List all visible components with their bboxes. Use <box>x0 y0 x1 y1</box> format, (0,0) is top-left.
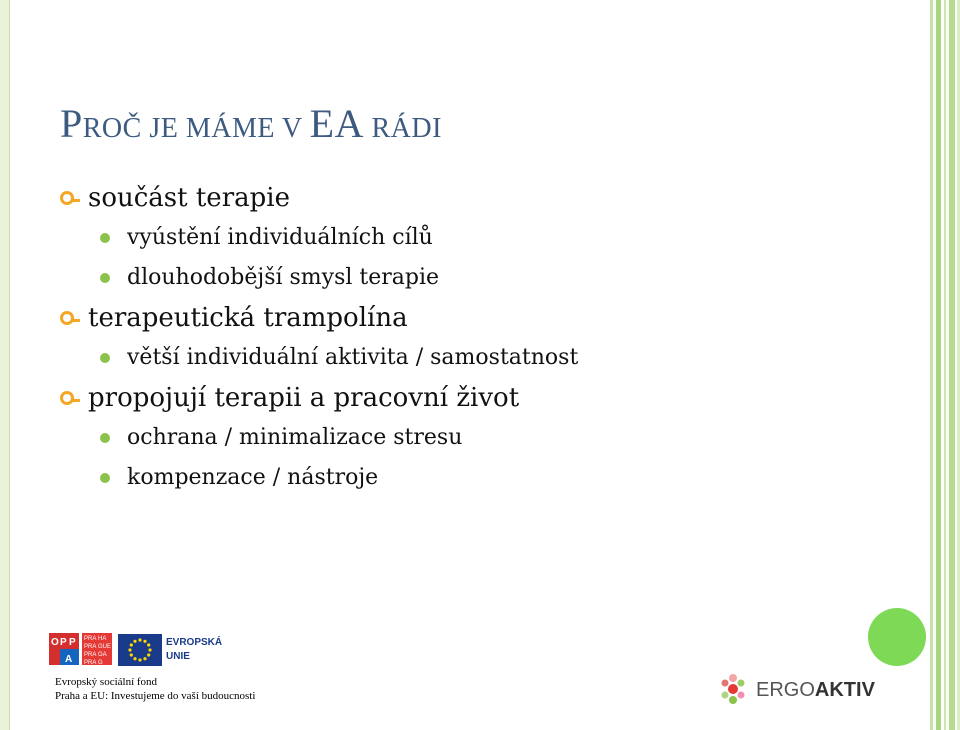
orange-ring-bullet-icon <box>60 391 74 405</box>
green-dot-bullet-icon <box>100 473 110 483</box>
opp-word-4a: PRA <box>84 660 97 666</box>
ergoaktiv-logo-icon <box>716 672 750 706</box>
orange-ring-bullet-icon <box>60 311 74 325</box>
bullet-item: terapeutická trampolína <box>60 298 578 338</box>
orange-ring-bullet-icon <box>60 191 74 205</box>
opp-word-2a: PRA <box>84 644 97 650</box>
eu-flag-icon <box>118 634 162 666</box>
opp-word-3a: PRA <box>84 652 97 658</box>
opp-word-1a: PRA <box>84 636 97 642</box>
opp-letter-o: O <box>51 637 59 648</box>
opp-word-4b: G <box>98 660 103 666</box>
footer-line-1: Evropský sociální fond <box>55 676 158 688</box>
opp-praha-logo <box>49 633 113 667</box>
opp-word-2b: GUE <box>98 644 112 650</box>
opp-word-1b: HA <box>98 636 107 642</box>
sub-bullet-item: vyústění individuálních cílů <box>60 218 578 258</box>
eu-label: EVROPSKÁ UNIE <box>166 637 223 662</box>
opp-letter-a: A <box>65 654 73 665</box>
green-dot-bullet-icon <box>100 273 110 283</box>
right-decorative-stripes <box>930 0 960 730</box>
green-dot-bullet-icon <box>100 233 110 243</box>
slide-title: PROČ JE MÁME V EA RÁDI <box>60 101 442 146</box>
opp-word-3b: GA <box>98 652 107 658</box>
green-dot-bullet-icon <box>100 433 110 443</box>
sub-bullet-item: ochrana / minimalizace stresu <box>60 418 578 458</box>
bullet-item: součást terapie <box>60 178 578 218</box>
bullet-list <box>60 178 578 498</box>
footer-caption <box>55 675 255 703</box>
ergoaktiv-wordmark: ERGOAKTIV <box>756 679 875 701</box>
opp-letter-p2: P <box>69 637 76 648</box>
decorative-green-circle <box>868 608 926 666</box>
sub-bullet-item: dlouhodobější smysl terapie <box>60 258 578 298</box>
sub-bullet-item: kompenzace / nástroje <box>60 458 578 498</box>
left-border <box>0 0 10 730</box>
sub-bullet-item: větší individuální aktivita / samostatnost <box>60 338 578 378</box>
green-dot-bullet-icon <box>100 353 110 363</box>
footer-line-2: Praha a EU: Investujeme do vaší budoucnosti <box>55 690 256 702</box>
bullet-item: propojují terapii a pracovní život <box>60 378 578 418</box>
opp-letter-p1: P <box>60 637 67 648</box>
